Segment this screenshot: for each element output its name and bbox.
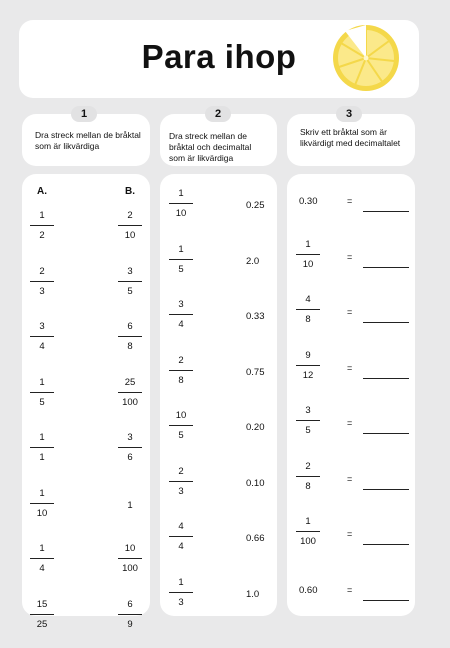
- denominator: 100: [122, 563, 138, 574]
- fraction: [118, 599, 142, 631]
- denominator: 100: [122, 396, 138, 408]
- fraction: [30, 210, 54, 242]
- denominator: 100: [300, 536, 316, 547]
- decimal-value: 0.30: [299, 196, 318, 207]
- numerator: 4: [305, 294, 311, 305]
- fraction: [118, 432, 142, 464]
- fraction: [296, 294, 320, 326]
- numerator: 1: [39, 487, 45, 499]
- fraction-bar: [169, 536, 193, 537]
- numerator: 3: [39, 321, 45, 332]
- numerator: 1: [39, 210, 45, 221]
- denominator: 2: [39, 230, 45, 241]
- numerator: 2: [127, 210, 133, 221]
- numerator: 6: [127, 598, 133, 610]
- numerator: 1: [305, 238, 311, 250]
- equals-sign: =: [347, 196, 353, 206]
- equals-sign: =: [347, 418, 353, 428]
- fraction-bar: [30, 503, 54, 504]
- equals-sign: =: [347, 362, 353, 373]
- fraction-bar: [118, 392, 142, 393]
- decimal-value: 0.75: [246, 366, 265, 378]
- fraction: [169, 188, 193, 220]
- fraction: [296, 461, 320, 493]
- denominator: 3: [178, 485, 184, 497]
- decimal-value: 0.33: [246, 311, 265, 322]
- answer-blank[interactable]: [363, 267, 409, 268]
- denominator: 5: [178, 430, 184, 441]
- denominator: 8: [178, 374, 184, 386]
- denominator: 5: [127, 285, 133, 297]
- fraction: [296, 516, 320, 548]
- fraction-decimal-column: [160, 174, 277, 616]
- fraction: [118, 377, 142, 409]
- numerator: 3: [127, 265, 133, 277]
- instruction-text: Dra streck mellan de bråktal och decimaltal som är likvärdiga: [169, 131, 252, 163]
- denominator: 5: [305, 425, 311, 436]
- fraction-bar: [118, 614, 142, 615]
- numerator: 1: [178, 576, 184, 588]
- answer-blank[interactable]: [363, 322, 409, 323]
- numerator: 15: [36, 598, 48, 610]
- numerator: 1: [39, 432, 45, 443]
- denominator: 4: [39, 341, 45, 352]
- numerator: 3: [305, 405, 311, 416]
- fraction-bar: [30, 558, 54, 559]
- fraction-bar: [296, 365, 320, 366]
- numerator: 1: [305, 516, 311, 527]
- fraction: [169, 466, 193, 498]
- fraction-bar: [30, 225, 54, 226]
- denominator: 4: [39, 563, 45, 574]
- fraction: [118, 543, 142, 575]
- fraction: [30, 377, 54, 409]
- numerator: 1: [39, 543, 45, 554]
- denominator: 4: [178, 541, 184, 552]
- fraction: [118, 488, 142, 512]
- fraction-bar: [296, 420, 320, 421]
- column-a-header: A.: [37, 186, 47, 197]
- equals-sign: =: [347, 584, 353, 595]
- numerator: 2: [305, 460, 311, 472]
- fraction: [296, 350, 320, 382]
- numerator: 1: [178, 243, 184, 255]
- fraction-bar: [296, 254, 320, 255]
- fraction-bar: [296, 531, 320, 532]
- fraction-bar: [169, 370, 193, 371]
- numerator: 2: [178, 354, 184, 366]
- decimal-value: 1.0: [246, 588, 260, 600]
- answer-blank[interactable]: [363, 433, 409, 434]
- equals-sign: =: [347, 251, 353, 262]
- numerator: 10: [124, 543, 136, 554]
- fraction-bar: [169, 481, 193, 482]
- denominator: 4: [178, 319, 184, 330]
- numerator: 6: [127, 321, 133, 332]
- title-card: [19, 20, 419, 98]
- numerator: 4: [178, 521, 184, 532]
- answer-blank[interactable]: [363, 378, 409, 379]
- denominator: 9: [127, 618, 133, 630]
- fraction-bar: [30, 281, 54, 282]
- answer-blank[interactable]: [363, 489, 409, 490]
- equals-sign: =: [347, 307, 353, 317]
- fraction: [118, 266, 142, 298]
- fraction-bar: [169, 203, 193, 204]
- decimal-value: 0.66: [246, 533, 265, 544]
- decimal-value: 0.10: [246, 477, 265, 489]
- fraction: [30, 543, 54, 575]
- numerator: 2: [39, 265, 45, 277]
- denominator: 8: [305, 314, 311, 325]
- equals-sign: =: [347, 473, 353, 484]
- denominator: 3: [178, 596, 184, 608]
- fraction-bar: [296, 476, 320, 477]
- fraction-bar: [169, 592, 193, 593]
- section-number-badge: 3: [336, 106, 362, 122]
- fraction: [296, 405, 320, 437]
- equals-sign: =: [347, 529, 353, 539]
- fraction-bar: [30, 614, 54, 615]
- denominator: 25: [36, 618, 48, 630]
- denominator: 10: [175, 208, 187, 219]
- answer-blank[interactable]: [363, 544, 409, 545]
- fraction: [169, 299, 193, 331]
- fraction: [169, 521, 193, 553]
- fraction-bar: [118, 558, 142, 559]
- numerator: 1: [127, 499, 133, 511]
- fraction-bar: [118, 225, 142, 226]
- answer-blank[interactable]: [363, 211, 409, 212]
- fraction: [169, 410, 193, 442]
- fraction: [30, 599, 54, 631]
- numerator: 25: [124, 376, 136, 388]
- decimal-value: 0.20: [246, 422, 265, 433]
- fraction-bar: [296, 309, 320, 310]
- write-fraction-column: [287, 174, 415, 616]
- numerator: 2: [178, 465, 184, 477]
- fraction: [296, 239, 320, 271]
- decimal-value: 2.0: [246, 255, 260, 267]
- fraction: [169, 355, 193, 387]
- fraction: [30, 432, 54, 464]
- numerator: 10: [175, 410, 187, 421]
- fraction: [30, 321, 54, 353]
- equivalent-fractions-column: [22, 174, 150, 630]
- denominator: 5: [178, 263, 184, 275]
- fraction-bar: [30, 392, 54, 393]
- denominator: 10: [36, 507, 48, 519]
- denominator: 5: [39, 396, 45, 408]
- lemon-slice-icon: [331, 23, 401, 93]
- fraction-bar: [118, 336, 142, 337]
- fraction: [169, 577, 193, 609]
- denominator: 8: [127, 341, 133, 352]
- fraction: [118, 321, 142, 353]
- column-b-header: B.: [125, 186, 135, 197]
- decimal-value: 0.25: [246, 200, 265, 211]
- fraction-bar: [30, 447, 54, 448]
- denominator: 3: [39, 285, 45, 297]
- fraction-bar: [169, 425, 193, 426]
- fraction: [30, 266, 54, 298]
- numerator: 3: [178, 299, 184, 310]
- section-number-badge: 2: [205, 106, 231, 122]
- fraction: [30, 488, 54, 520]
- fraction-bar: [118, 281, 142, 282]
- fraction-bar: [30, 336, 54, 337]
- denominator: 6: [127, 452, 133, 463]
- fraction-bar: [118, 447, 142, 448]
- numerator: 1: [39, 376, 45, 388]
- denominator: 10: [302, 258, 314, 270]
- denominator: 8: [305, 480, 311, 492]
- fraction: [118, 210, 142, 242]
- instruction-text: Dra streck mellan de bråktal som är likvärdiga: [35, 130, 141, 151]
- page-title: Para ihop: [141, 38, 297, 75]
- numerator: 3: [127, 432, 133, 443]
- answer-blank[interactable]: [363, 600, 409, 601]
- fraction: [169, 244, 193, 276]
- fraction-bar: [169, 314, 193, 315]
- section-number-badge: 1: [71, 106, 97, 122]
- numerator: 9: [305, 349, 311, 361]
- fraction-bar: [169, 259, 193, 260]
- denominator: 1: [39, 452, 45, 463]
- instruction-text: Skriv ett bråktal som är likvärdigt med decimaltalet: [300, 127, 401, 148]
- denominator: 12: [302, 369, 314, 381]
- decimal-value: 0.60: [299, 584, 318, 596]
- denominator: 10: [124, 230, 136, 241]
- numerator: 1: [178, 188, 184, 199]
